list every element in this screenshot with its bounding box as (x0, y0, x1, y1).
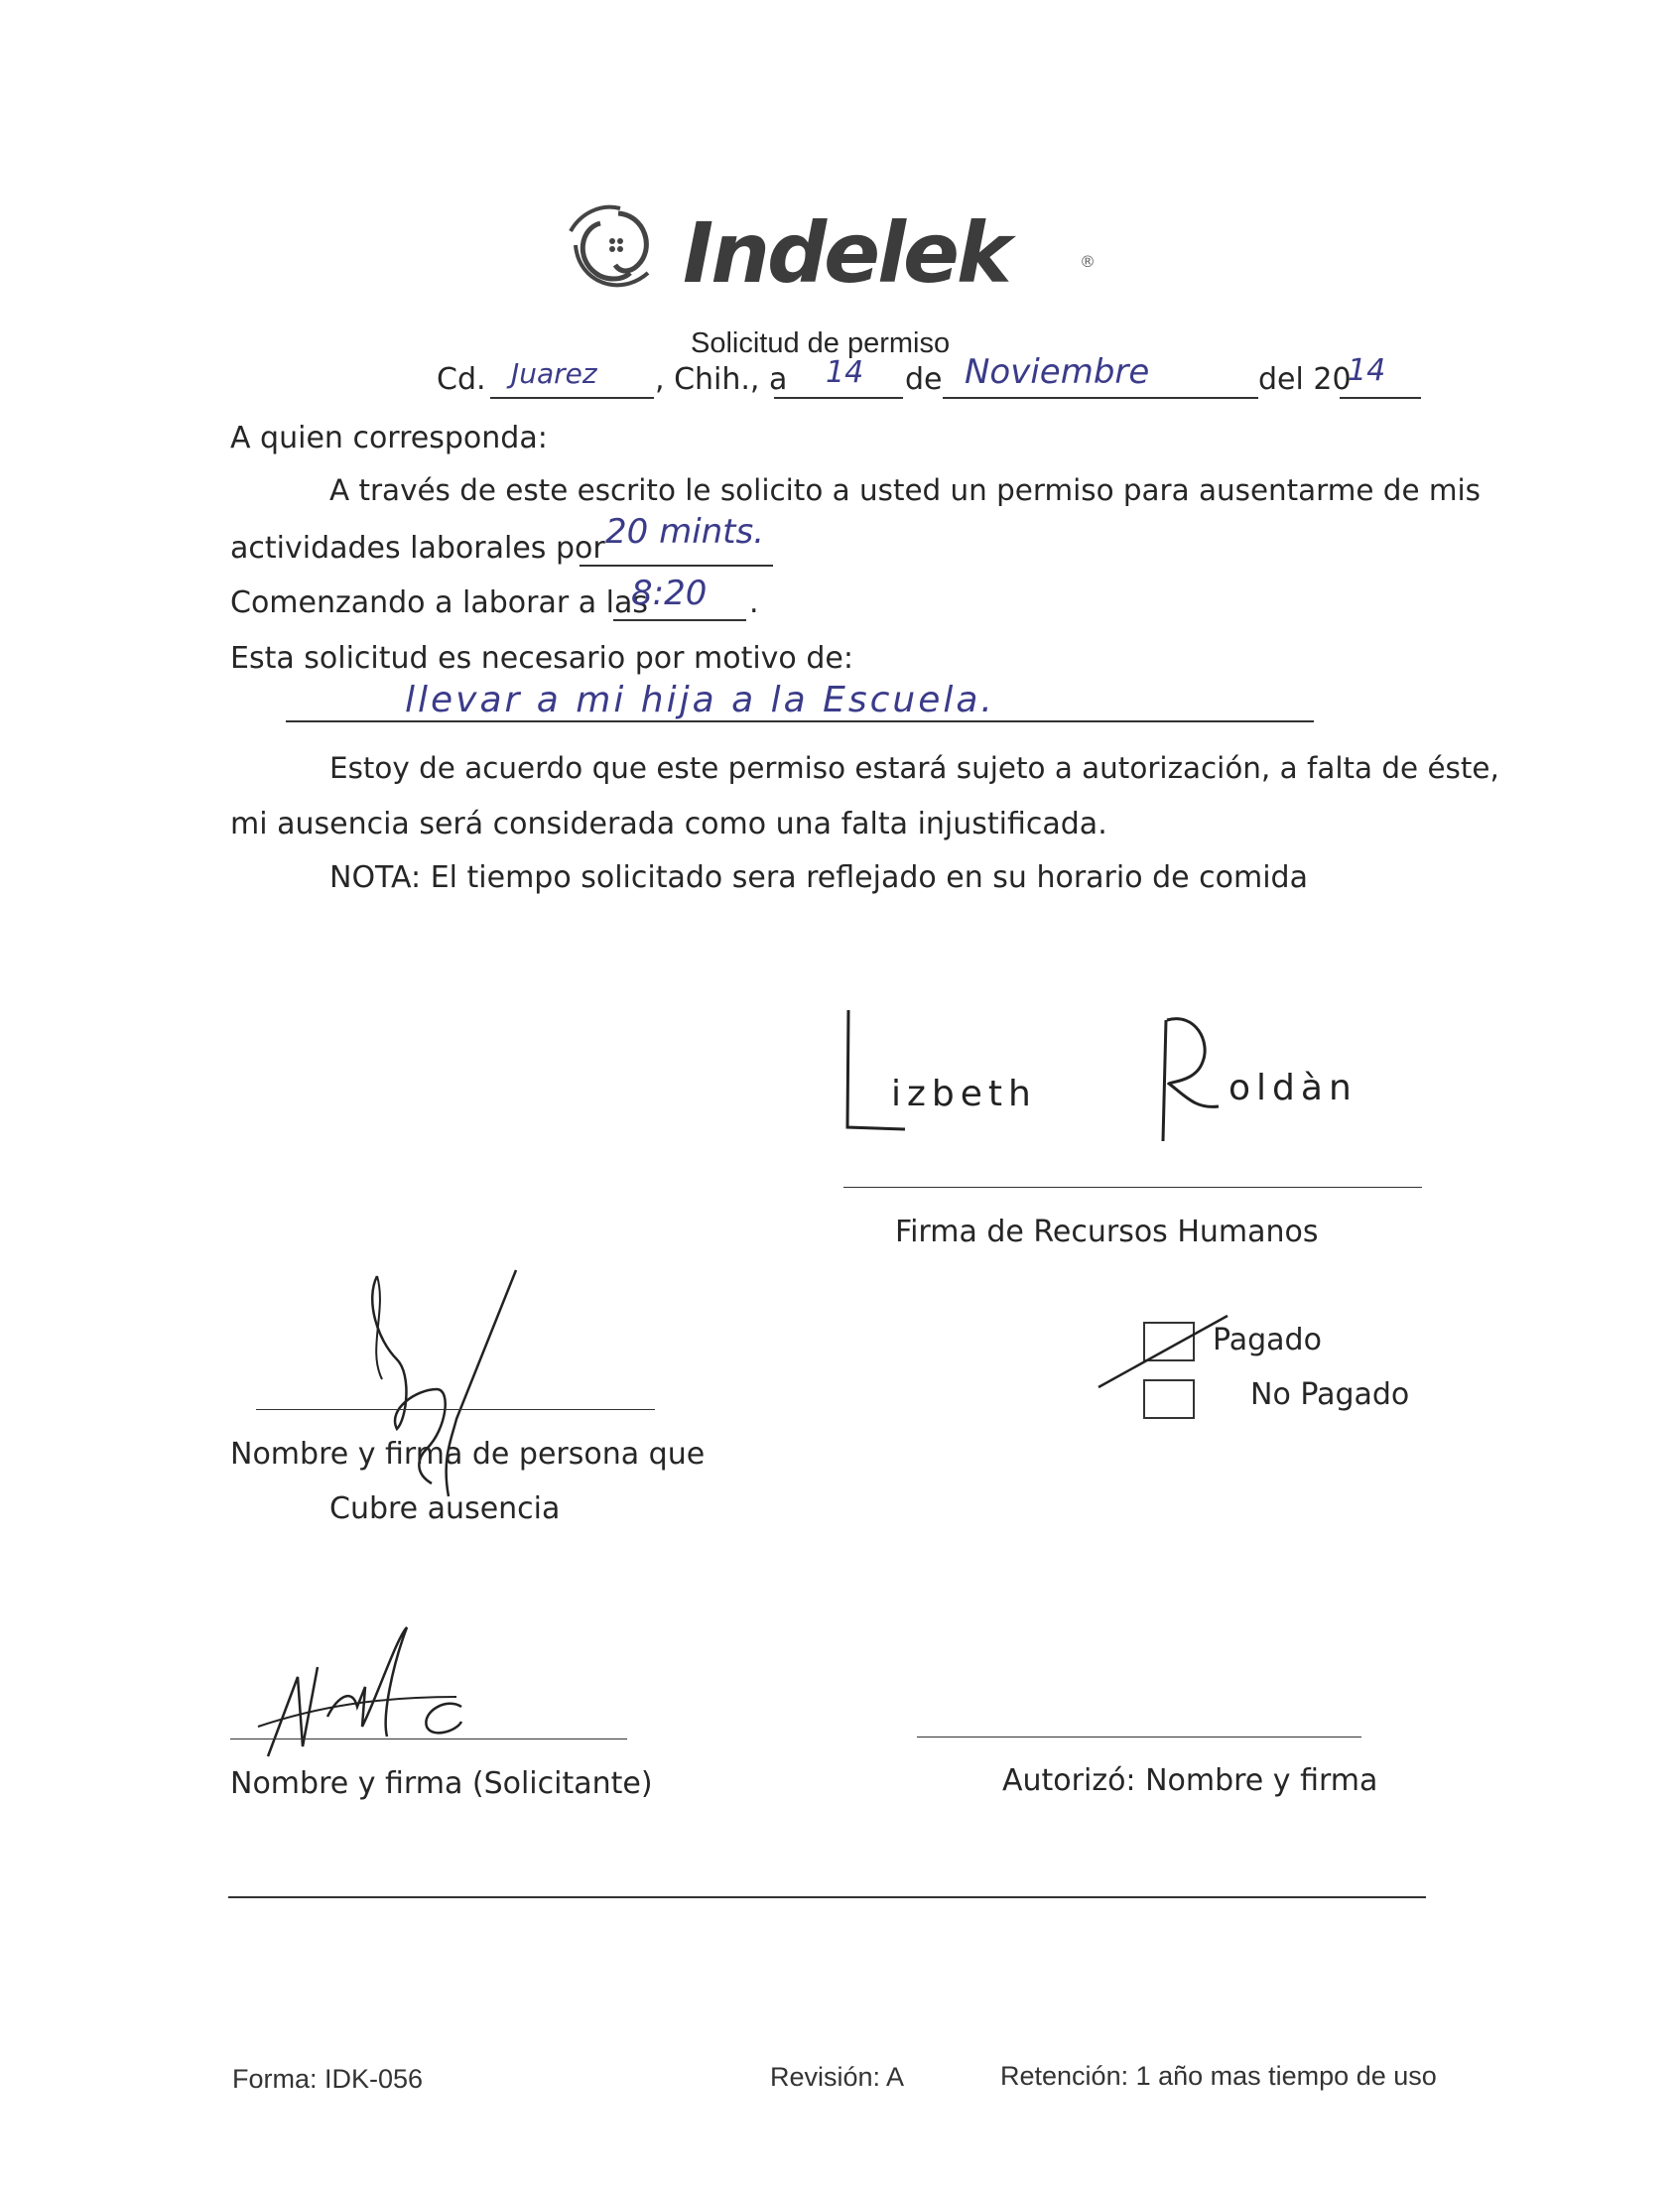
applicant-signature-icon (258, 1627, 486, 1766)
para2-line1: Estoy de acuerdo que este permiso estará sujeto a autorización, a falta de éste, (329, 751, 1499, 785)
start-time-value: 8:20 (631, 574, 708, 613)
month-line (943, 397, 1258, 399)
day-value: 14 (826, 355, 864, 390)
applicant-signature-label: Nombre y firma (Solicitante) (230, 1766, 653, 1801)
authorizer-signature-line (917, 1737, 1361, 1738)
footer-divider (228, 1896, 1426, 1898)
no-pagado-label: No Pagado (1250, 1377, 1410, 1412)
year-line (1340, 397, 1421, 399)
no-pagado-checkbox[interactable] (1143, 1379, 1195, 1419)
registered-mark: ® (1080, 252, 1096, 271)
city-value: Juarez (511, 357, 597, 390)
indelek-swirl-icon (561, 203, 670, 303)
footer-revision: Revisión: A (770, 2062, 905, 2092)
note-text: NOTA: El tiempo solicitado sera reflejado en su horario de comida (329, 860, 1308, 895)
brand-wordmark: Indelek (683, 204, 1009, 302)
footer-form: Forma: IDK-056 (232, 2064, 424, 2094)
para1-line3-prefix: Comenzando a laborar a las (230, 585, 648, 620)
applicant-signature-line (230, 1738, 627, 1739)
reason-value: llevar a mi hija a la Escuela. (405, 680, 995, 720)
hr-signature-first-name-art: izbeth (891, 1074, 1037, 1114)
month-value: Noviembre (965, 352, 1150, 392)
duration-line (580, 565, 773, 567)
hr-signature-label: Firma de Recursos Humanos (895, 1215, 1319, 1249)
hr-signature-line (843, 1187, 1422, 1188)
para1-line2-prefix: actividades laborales por (230, 531, 605, 566)
pagado-label: Pagado (1213, 1323, 1322, 1357)
hr-signature-last-name-art: oldàn (1228, 1068, 1357, 1108)
cover-label-line1: Nombre y firma de persona que (230, 1437, 706, 1472)
para2-line2: mi ausencia será considerada como una falta injustificada. (230, 807, 1107, 841)
start-time-line (613, 619, 746, 621)
para1-line3-suffix: . (749, 585, 759, 620)
de-label: de (905, 362, 943, 397)
cover-label-line2: Cubre ausencia (329, 1491, 561, 1526)
para1-line4: Esta solicitud es necesario por motivo de: (230, 641, 853, 676)
year-value: 14 (1348, 353, 1386, 388)
authorizer-signature-label: Autorizó: Nombre y firma (1002, 1763, 1378, 1798)
date-prefix: Cd. (437, 362, 486, 397)
greeting: A quien corresponda: (230, 421, 548, 455)
para1-line1: A través de este escrito le solicito a usted un permiso para ausentarme de mis (329, 473, 1481, 507)
footer-retention: Retención: 1 año mas tiempo de uso (1000, 2061, 1437, 2091)
reason-line (286, 720, 1314, 722)
duration-value: 20 mints. (605, 512, 765, 552)
del-label: del 20 (1258, 362, 1352, 397)
cover-signature-line (256, 1409, 655, 1410)
document-title: Solicitud de permiso (691, 327, 951, 359)
city-line (490, 397, 654, 399)
chih-label: , Chih., a (655, 362, 788, 397)
day-line (774, 397, 903, 399)
